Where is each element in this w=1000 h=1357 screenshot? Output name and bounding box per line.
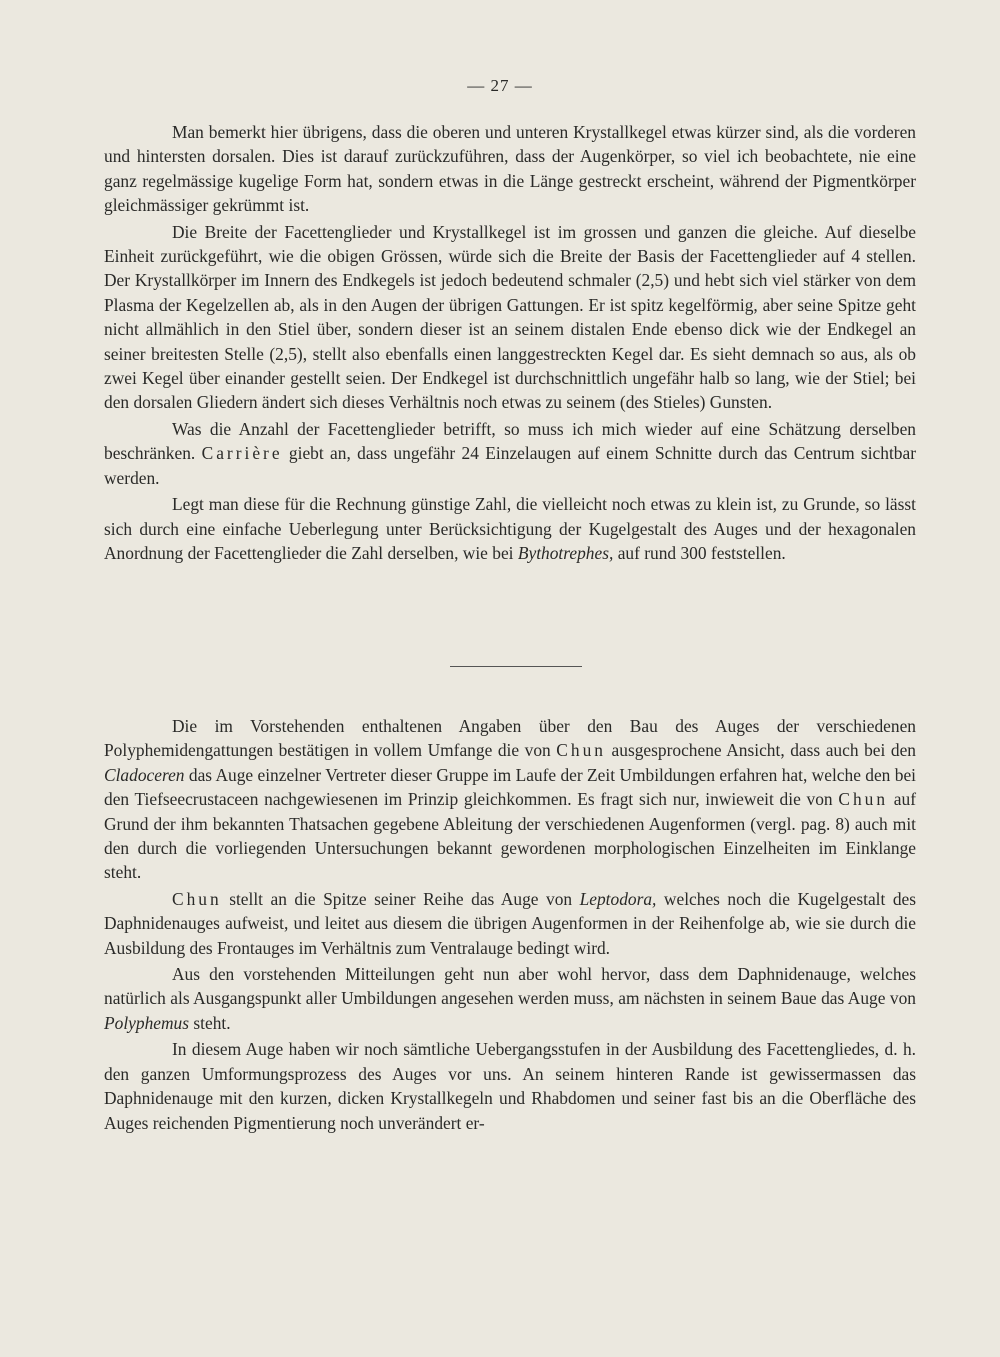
genus-name: Leptodora, [579, 888, 657, 909]
paragraph [104, 714, 916, 885]
genus-name: Polyphemus [104, 1012, 190, 1033]
author-name: Chun [556, 740, 606, 761]
paragraph-text: ausgesprochene Ansicht, dass auch bei den [611, 740, 916, 761]
text-block-lower [104, 714, 916, 1137]
paragraph [104, 887, 916, 960]
paragraph: Die Breite der Facettenglieder und Krystallkegel ist im grossen und ganzen die gleiche. Auf dieselbe Einheit zurückgeführt, wie die obigen Grössen, würde sich die Breite der Basis der Facettenglieder auf 4 stellen. Der Krystallkörper im Innern des Endkegels ist jedoch bedeutend schmaler (2,5) und hebt sich viel stärker von dem Plasma der Kegelzellen ab, als in den Augen der übrigen Gattungen. Er ist spitz kegelförmig, aber seine Spitze geht nicht allmählich in den Stiel über, sondern dieser ist an seinem distalen Ende ebenso dick wie der Endkegel an seiner breitesten Stelle (2,5), stellt also ebenfalls einen langgestreckten Kegel dar. Es sieht demnach so aus, als ob zwei Kegel über einander gestellt seien. Der Endkegel ist durchschnittlich ungefähr halb so lang, wie der Stiel; bei den dorsalen Gliedern ändert sich dieses Verhältnis noch etwas zu seinem (des Stieles) Gunsten. [104, 221, 916, 413]
paragraph-text: Die im Vorstehenden enthaltenen Angaben über den Bau des Auges der verschiedenen Polyphemidengattungen bestätigen in vollem Umfange die von [104, 716, 916, 761]
paragraph [104, 962, 916, 1035]
paragraph-text: auf rund 300 feststellen. [617, 542, 786, 563]
page-number: — 27 — [467, 76, 533, 95]
paragraph-text: Aus den vorstehenden Mitteilungen geht nun aber wohl hervor, dass dem Daphnidenauge, welches natürlich als Ausgangspunkt aller Umbildungen angesehen werden muss, am nächsten in seinem Baue das Auge von [104, 964, 916, 1009]
text-block-upper [104, 120, 916, 567]
paragraph-text: das Auge einzelner Vertreter dieser Gruppe im Laufe der Zeit Umbildungen erfahren hat, welche den bei den Tiefseecrustaceen nachgewiesenen im Prinzip gleichkommen. Es fragt sich nur, inwieweit die von [104, 764, 916, 810]
paragraph-text: giebt an, dass ungefähr 24 Einzelaugen auf einem Schnitte durch das Centrum sichtbar werden. [104, 443, 916, 488]
author-name: Carrière [201, 443, 283, 464]
paragraph-text: stellt an die Spitze seiner Reihe das Auge von [229, 888, 573, 909]
paragraph-text: Legt man diese für die Rechnung günstige Zahl, die vielleicht noch etwas zu klein ist, zu Grunde, so lässt sich durch eine einfache Ueberlegung unter Berücksichtigung der Kugelgestalt des Auges und der hexagonalen Anordnung der Facettenglieder die Zahl derselben, wie bei [104, 494, 916, 563]
paragraph [104, 417, 916, 490]
paragraph: Man bemerkt hier übrigens, dass die oberen und unteren Krystallkegel etwas kürzer sind, als die vorderen und hintersten dorsalen. Dies ist darauf zurückzuführen, dass der Augenkörper, so viel ich beobachtete, nie eine ganz regelmässige kugelige Form hat, sondern etwas in die Länge gestreckt erscheint, während der Pigmentkörper gleichmässiger gekrümmt ist. [104, 122, 916, 216]
paragraph-text: Was die Anzahl der Facettenglieder betrifft, so muss ich mich wieder auf eine Schätzung derselben beschränken. [104, 418, 916, 464]
author-name: Chun [172, 888, 222, 909]
genus-name: Bythotrephes, [517, 542, 614, 563]
section-divider [450, 666, 582, 667]
paragraph-text: welches noch die Kugelgestalt des Daphnidenauges aufweist, und leitet aus diesem die übrigen Augenformen in der Reihenfolge ab, wie sie durch die Ausbildung des Frontauges im Verhältnis zum Ventralauge bedingt wird. [104, 888, 917, 958]
paragraph: In diesem Auge haben wir noch sämtliche Uebergangsstufen in der Ausbildung des Facettengliedes, d. h. den ganzen Umformungsprozess des Auges vor uns. An seinem hinteren Rande ist gewissermassen das Daphnidenauge mit den kurzen, dicken Krystallkegeln und Rhabdomen und seiner fast bis an die Oberfläche des Auges reichenden Pigmentierung noch unverändert er- [104, 1039, 916, 1133]
paragraph-text: steht. [193, 1012, 231, 1033]
paragraph [104, 492, 916, 565]
author-name: Chun [838, 789, 889, 810]
taxon-name: Cladoceren [104, 764, 185, 785]
paragraph-text: auf Grund der ihm bekannten Thatsachen gegebene Ableitung der verschiedenen Augenformen (vergl. pag. 8) auch mit den durch die vorliegenden Untersuchungen bekannt gewordenen morphologischen Einzelheiten im Einklange steht. [104, 789, 916, 883]
